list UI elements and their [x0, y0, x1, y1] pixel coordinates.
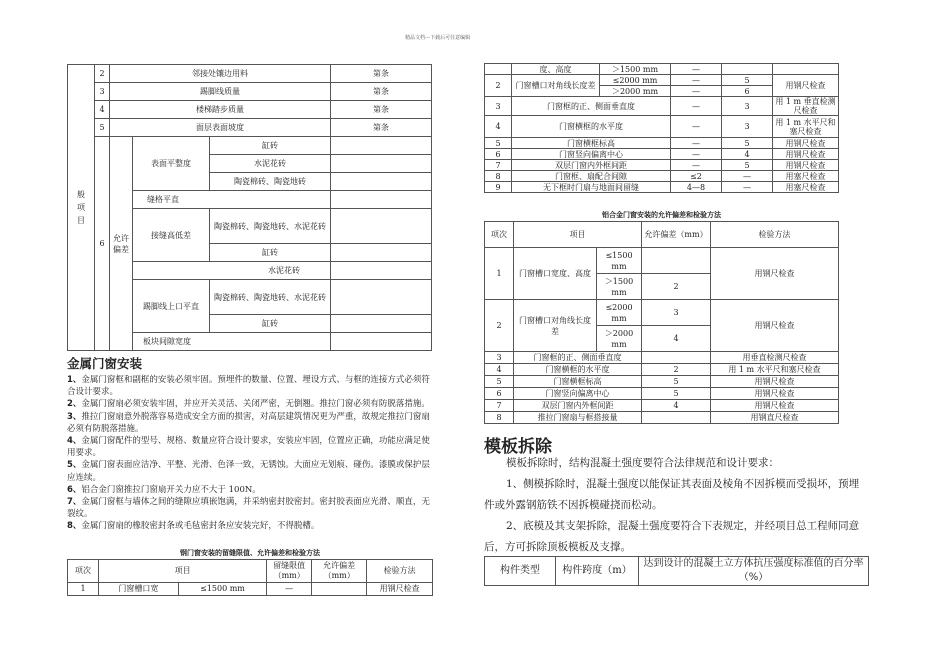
table-cell: 用钢尺检查	[773, 75, 839, 97]
table-cell: 用钢尺检查	[711, 300, 839, 352]
table-cell	[331, 244, 432, 262]
table-cell: 度、高度	[512, 64, 600, 75]
table-cell: 邻接处镶边用料	[110, 65, 331, 83]
table-cell: —	[671, 160, 722, 171]
table-cell: 用钢直尺检查	[711, 412, 839, 424]
table-cell: 项目	[514, 222, 642, 248]
table-cell	[331, 173, 432, 191]
table-cell: 4	[95, 101, 110, 119]
table-cell	[331, 137, 432, 155]
table-cell: —	[671, 64, 722, 75]
table-cell: 5	[722, 75, 773, 86]
table-cell: 3	[95, 83, 110, 101]
table-cell: —	[671, 86, 722, 97]
req-item: 2、金属门窗扇必须安装牢固，并应开关灵活、关闭严密，无倒翘。推拉门窗必须有防脱落措施。	[67, 399, 430, 410]
steel-window-table-continued	[484, 63, 839, 193]
table-cell: 构件类型	[485, 557, 556, 586]
table-cell: ≤1500 mm	[178, 583, 266, 596]
req-item: 5、金属门窗表面应洁净、平整、光滑、色泽一致，无锈蚀。大面应无划痕、碰伤。漆膜或保护层应连续。	[67, 460, 430, 483]
table-cell: 缸砖	[210, 315, 331, 333]
table-cell: 门窗横框标高	[512, 138, 671, 149]
table-cell	[773, 64, 839, 75]
table-cell	[642, 412, 711, 424]
table-cell: 3	[722, 97, 773, 116]
steel-table-caption: 钢门窗安装的留缝限值、允许偏差和检验方法	[180, 549, 320, 557]
table-cell	[485, 64, 512, 75]
table-cell: 7	[485, 400, 514, 412]
table-cell: 2	[95, 65, 110, 83]
table-cell: 6	[95, 137, 110, 351]
table-cell: 9	[485, 182, 512, 193]
table-cell: 用 1 m 水平尺和塞尺检查	[711, 364, 839, 376]
req-item: 3、推拉门窗扇意外脱落容易造成安全方面的损害，对高层建筑情况更为严重，故规定推拉门窗扇必须有防脱落措施。	[67, 411, 430, 434]
req-item: 4、金属门窗配件的型号、规格、数量应符合设计要求，安装应牢固，位置应正确，功能应满足使用要求。	[67, 436, 430, 459]
table-cell: 3	[642, 300, 711, 326]
table-cell: 2	[642, 364, 711, 376]
table-cell: 5	[95, 119, 110, 137]
table-cell: 用钢尺检查	[711, 248, 839, 300]
table-cell: —	[671, 149, 722, 160]
table-cell: 3	[722, 116, 773, 138]
table-cell: 楼梯踏步质量	[110, 101, 331, 119]
table-cell: 陶瓷棉砖、陶瓷地砖、水泥花砖	[210, 280, 331, 315]
table-cell: 5	[485, 376, 514, 388]
table-cell: 第条	[331, 83, 432, 101]
table-cell: 4—8	[671, 182, 722, 193]
table-cell: 缸砖	[210, 137, 331, 155]
table-cell: 面层表面坡度	[110, 119, 331, 137]
table-cell: 6	[485, 388, 514, 400]
table-cell: 第条	[331, 65, 432, 83]
req-item: 6、铝合金门窗推拉门窗扇开关力应不大于 100N。	[67, 484, 261, 495]
table-cell: 构件跨度（m）	[556, 557, 639, 586]
table-cell: 用钢尺检查	[711, 376, 839, 388]
table-cell: 踢脚线质量	[110, 83, 331, 101]
table-cell: 门窗槽口宽	[99, 583, 179, 596]
table-cell: 门窗框的正、侧面垂直度	[512, 97, 671, 116]
formwork-strength-table	[484, 556, 869, 586]
table-cell: 踢脚线上口平直	[133, 280, 210, 333]
table-cell: 板块间隙宽度	[133, 333, 331, 351]
table-cell: 允许偏差（mm）	[642, 222, 711, 248]
table-cell: 门窗竖向偏离中心	[514, 388, 642, 400]
table-cell: 水泥花砖	[133, 262, 331, 280]
table-cell: —	[671, 138, 722, 149]
table-cell: 门窗槽口对角线长度差	[514, 300, 597, 352]
table-cell: ≤1500 mm	[597, 248, 642, 274]
table-cell: 4	[722, 149, 773, 160]
table-cell: 用 1 m 水平尺和塞尺检查	[773, 116, 839, 138]
table-cell: 用钢尺检查	[711, 388, 839, 400]
tolerance-group: 允许偏差	[110, 137, 133, 351]
table-cell: 1	[68, 583, 99, 596]
table-cell: 门窗横框的水平度	[512, 116, 671, 138]
table-cell	[331, 333, 432, 351]
table-cell: —	[671, 116, 722, 138]
table-cell: 8	[485, 412, 514, 424]
table-cell: 门窗横框标高	[514, 376, 642, 388]
table-cell	[642, 248, 711, 274]
table-cell: 无下框时门扇与地面间留缝	[512, 182, 671, 193]
table-cell: 项次	[68, 560, 99, 583]
table-cell: 双层门窗内外框间距	[514, 400, 642, 412]
table-cell: —	[722, 182, 773, 193]
table-cell: 2	[485, 75, 512, 97]
table-cell: 缸砖	[210, 244, 331, 262]
req-item: 8、金属门窗扇的橡胶密封条或毛毡密封条应安装完好，不得脱槽。	[67, 521, 320, 532]
table-cell: 5	[642, 376, 711, 388]
table-cell: —	[671, 97, 722, 116]
table-cell: 检验方法	[367, 560, 433, 583]
table-cell: 2	[642, 274, 711, 300]
table-cell: 表面平整度	[133, 137, 210, 191]
table-cell	[331, 209, 432, 244]
table-cell: 用塞尺检查	[773, 171, 839, 182]
table-cell: 用钢尺检查	[773, 138, 839, 149]
table-cell: 用钢尺检查	[367, 583, 433, 596]
table-cell: 接缝高低差	[133, 209, 210, 262]
formwork-para: 2、底模及其支架拆除，混凝土强度要符合下表规定，并经项目总工程师同意后，方可拆除顶板模板及支撑。	[484, 520, 860, 553]
section-label: 般项目	[68, 65, 95, 351]
metal-window-requirements	[67, 374, 433, 533]
table-cell: ≤2000 mm	[597, 300, 642, 326]
table-cell: 水泥花砖	[210, 155, 331, 173]
table-cell: 第条	[331, 101, 432, 119]
table-cell: —	[267, 583, 312, 596]
alu-table-caption: 铝合金门窗安装的允许偏差和检验方法	[602, 211, 721, 219]
table-cell: 第条	[331, 119, 432, 137]
table-cell: ＞1500 mm	[600, 64, 671, 75]
table-cell: 5	[642, 388, 711, 400]
table-cell: 4	[485, 364, 514, 376]
table-cell: 门窗框、扇配合间隙	[512, 171, 671, 182]
table-cell: 8	[485, 171, 512, 182]
table-cell: 检验方法	[711, 222, 839, 248]
table-cell: 推拉门窗扇与框搭接量	[514, 412, 642, 424]
table-cell: 留缝限值（mm）	[267, 560, 312, 583]
table-cell: 用钢尺检查	[711, 400, 839, 412]
table-cell: 2	[485, 300, 514, 352]
table-cell: 6	[722, 86, 773, 97]
table-cell: 用钢尺检查	[773, 160, 839, 171]
metal-window-title: 金属门窗安装	[67, 356, 143, 371]
table-cell: 7	[485, 160, 512, 171]
table-cell: 5	[722, 160, 773, 171]
table-cell: 门窗槽口宽度、高度	[514, 248, 597, 300]
table-cell: ≤2	[671, 171, 722, 182]
table-cell: ≤2000 mm	[600, 75, 671, 86]
table-cell: ＞1500 mm	[597, 274, 642, 300]
table-cell: 双层门窗内外框间距	[512, 160, 671, 171]
table-cell: 3	[485, 97, 512, 116]
table-cell: ＞2000 mm	[597, 326, 642, 352]
table-cell: 4	[485, 116, 512, 138]
table-cell: 3	[485, 352, 514, 364]
table-cell	[722, 64, 773, 75]
table-cell: 项次	[485, 222, 514, 248]
table-cell: 项目	[99, 560, 267, 583]
table-cell: 门窗竖向偏离中心	[512, 149, 671, 160]
table-cell	[331, 280, 432, 315]
table-cell: 4	[642, 326, 711, 352]
floor-acceptance-table	[67, 64, 432, 351]
table-cell: 6	[485, 149, 512, 160]
table-cell: —	[722, 171, 773, 182]
table-cell: 4	[642, 400, 711, 412]
req-item: 1、金属门窗框和副框的安装必须牢固。预埋件的数量、位置、埋设方式、与框的连接方式必须符合设计要求。	[67, 375, 430, 398]
table-cell	[331, 315, 432, 333]
table-cell: 达到设计的混凝土立方体抗压强度标准值的百分率（%）	[639, 557, 869, 586]
table-cell: 用 1 m 垂直检测尺检查	[773, 97, 839, 116]
table-cell: 1	[485, 248, 514, 300]
page-header: 精品文档---下载后可任意编辑	[405, 35, 471, 41]
table-cell: 门窗横框的水平度	[514, 364, 642, 376]
table-cell: 用钢尺检查	[773, 149, 839, 160]
table-cell	[331, 155, 432, 173]
table-cell	[312, 583, 367, 596]
req-item: 7、金属门窗框与墙体之间的缝隙应填嵌饱满，并采纳密封胶密封。密封胶表面应光滑、顺直，无裂纹。	[67, 497, 430, 520]
table-cell: 门窗框的正、侧面垂直度	[514, 352, 642, 364]
table-cell: 用垂直检测尺检查	[711, 352, 839, 364]
table-cell: —	[671, 75, 722, 86]
table-cell: 门窗槽口对角线长度差	[512, 75, 600, 97]
table-cell: 允许偏差（mm）	[312, 560, 367, 583]
formwork-title: 模板拆除	[484, 437, 552, 457]
table-cell: 缝格平直	[133, 191, 331, 209]
table-cell: 用塞尺检查	[773, 182, 839, 193]
aluminium-window-table	[484, 221, 839, 424]
formwork-para: 1、侧模拆除时，混凝土强度以能保证其表面及棱角不因拆模而受损坏，预埋件或外露钢筋铁不因拆模碰挠而松动。	[484, 478, 860, 511]
table-cell: 陶瓷棉砖、陶瓷地砖	[210, 173, 331, 191]
table-cell	[331, 191, 432, 209]
table-cell	[642, 352, 711, 364]
formwork-para: 模板拆除时，结构混凝土强度要符合法律规范和设计要求：	[506, 457, 779, 469]
steel-window-table	[67, 559, 433, 596]
table-cell	[331, 262, 432, 280]
table-cell: 5	[485, 138, 512, 149]
table-cell: 陶瓷棉砖、陶瓷地砖、水泥花砖	[210, 209, 331, 244]
formwork-body	[484, 453, 869, 558]
table-cell: ＞2000 mm	[600, 86, 671, 97]
table-cell: 5	[722, 138, 773, 149]
